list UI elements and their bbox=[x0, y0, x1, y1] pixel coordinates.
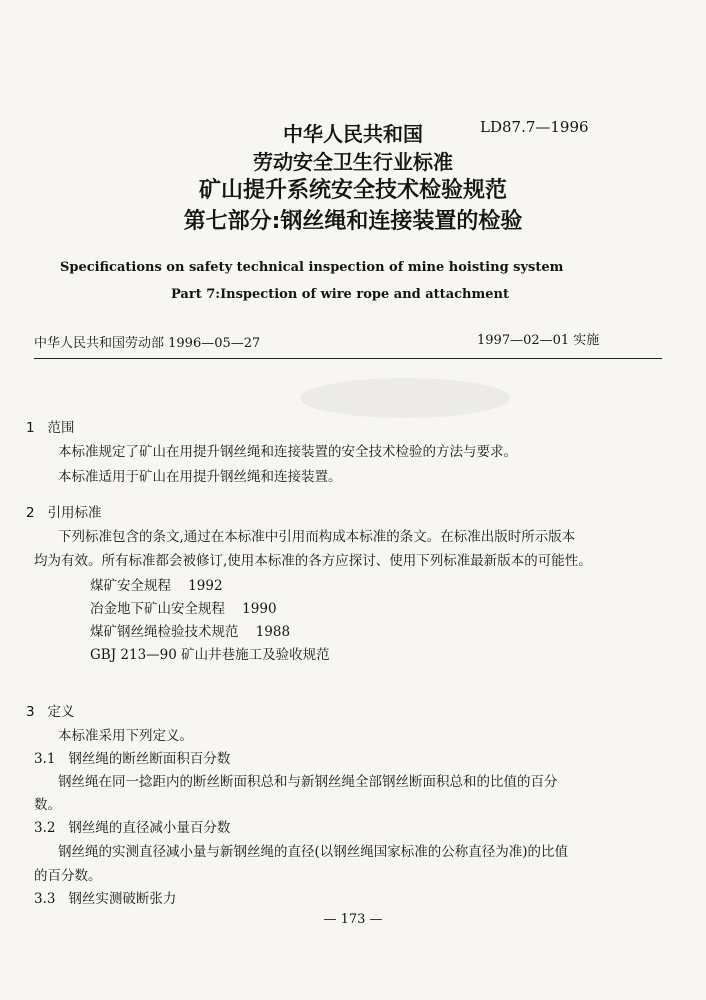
reference-item: 冶金地下矿山安全规程 1990 bbox=[90, 601, 277, 617]
paragraph: 钢丝绳在同一捻距内的断丝断面积总和与新钢丝绳全部钢丝断面积总和的比值的百分 bbox=[58, 774, 558, 790]
header-subtitle: 第七部分:钢丝绳和连接装置的检验 bbox=[183, 209, 523, 234]
clause-heading: 3.3 钢丝实测破断张力 bbox=[34, 891, 177, 907]
header-title: 矿山提升系统安全技术检验规范 bbox=[198, 178, 507, 203]
section-2-heading bbox=[26, 501, 101, 521]
paragraph: 本标准采用下列定义。 bbox=[58, 728, 193, 744]
issue-info: 中华人民共和国劳动部 1996—05—27 bbox=[34, 336, 261, 351]
section-3-heading bbox=[26, 700, 74, 720]
section-number: 3 bbox=[26, 704, 35, 720]
paragraph: 数。 bbox=[34, 797, 61, 813]
reference-item: GBJ 213—90 矿山井巷施工及验收规范 bbox=[90, 647, 330, 663]
paragraph: 均为有效。所有标准都会被修订,使用本标准的各方应探讨、使用下列标准最新版本的可能性。 bbox=[34, 553, 592, 569]
section-number: 2 bbox=[26, 505, 35, 521]
section-title: 引用标准 bbox=[47, 505, 102, 521]
english-subtitle: Part 7:Inspection of wire rope and attachment bbox=[171, 287, 509, 302]
paragraph: 本标准规定了矿山在用提升钢丝绳和连接装置的安全技术检验的方法与要求。 bbox=[58, 444, 517, 460]
clause-heading: 3.1 钢丝绳的断丝断面积百分数 bbox=[34, 751, 231, 767]
standard-code: LD87.7—1996 bbox=[480, 118, 589, 136]
english-title: Specifications on safety technical inspection of mine hoisting system bbox=[60, 260, 564, 275]
clause-heading: 3.2 钢丝绳的直径减小量百分数 bbox=[34, 820, 231, 836]
section-number: 1 bbox=[26, 420, 35, 436]
effective-date: 1997—02—01 实施 bbox=[477, 333, 600, 348]
scan-smudge bbox=[300, 378, 510, 418]
section-title: 范围 bbox=[47, 420, 75, 436]
paragraph: 的百分数。 bbox=[34, 868, 102, 884]
paragraph: 下列标准包含的条文,通过在本标准中引用而构成本标准的条文。在标准出版时所示版本 bbox=[58, 529, 576, 545]
header-country: 中华人民共和国 bbox=[283, 122, 423, 146]
paragraph: 钢丝绳的实测直径减小量与新钢丝绳的直径(以钢丝绳国家标准的公称直径为准)的比值 bbox=[58, 844, 569, 860]
reference-item: 煤矿安全规程 1992 bbox=[90, 578, 223, 594]
section-title: 定义 bbox=[47, 704, 75, 720]
reference-item: 煤矿钢丝绳检验技术规范 1988 bbox=[90, 624, 291, 640]
paragraph: 本标准适用于矿山在用提升钢丝绳和连接装置。 bbox=[58, 469, 342, 485]
header-divider bbox=[34, 358, 662, 359]
page-number: — 173 — bbox=[323, 912, 383, 927]
header-category: 劳动安全卫生行业标准 bbox=[253, 150, 453, 174]
section-1-heading bbox=[26, 416, 74, 436]
